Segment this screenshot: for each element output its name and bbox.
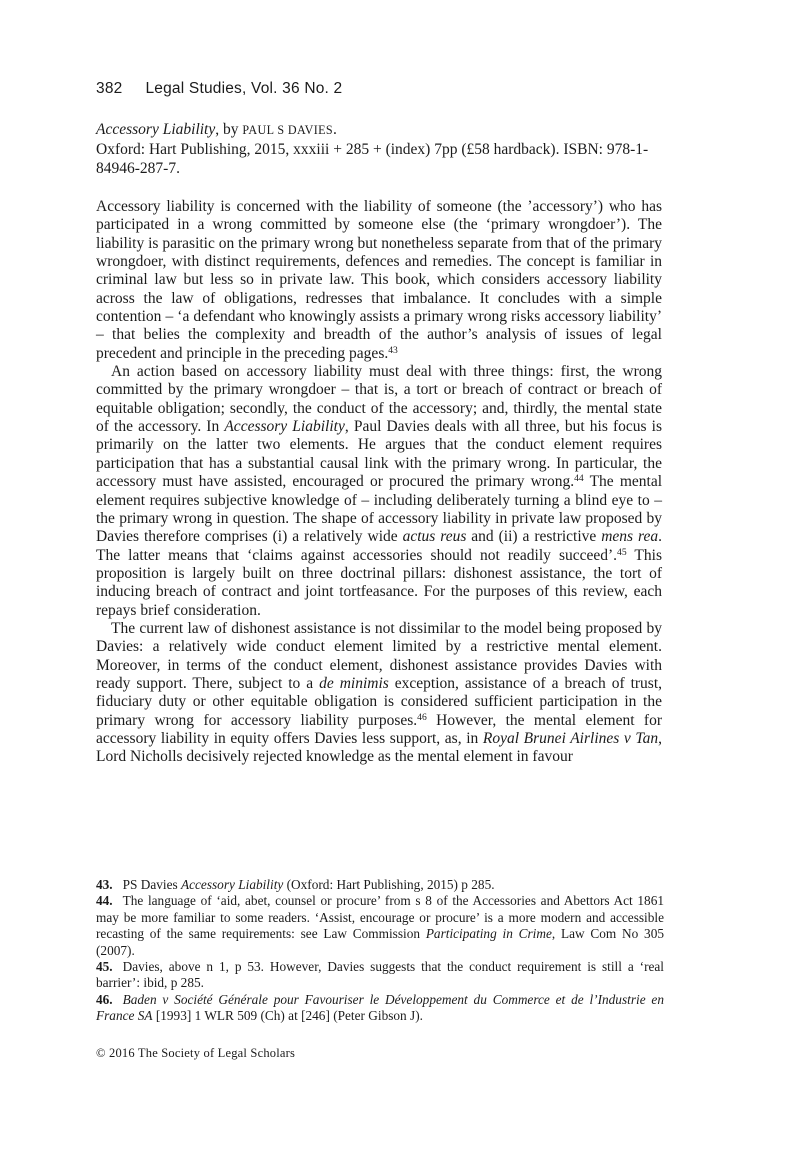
text-run: Baden v Société Générale pour Favouriser le Développement du Commerce et de l’Industrie en France SA [96, 991, 664, 1024]
book-title-block [96, 120, 662, 179]
page-number: 382 [96, 80, 123, 97]
text-run: Oxford: Hart Publishing, 2015, xxxiii + 285 + (index) 7pp (£58 hardback). ISBN: 978-1-84946-287-7. [96, 141, 649, 178]
text-run: The current law of dishonest assistance is not dissimilar to the model being proposed by Davies: a relatively wide conduct element limited by a restrictive mental element. Moreover, in terms of the conduct element, dishonest assistance provides Davies with ready support. There, subject to a [96, 619, 662, 692]
footnote-ref: 44 [574, 473, 584, 485]
text-run: and (ii) a restrictive [466, 528, 602, 546]
journal-title: Legal Studies, Vol. 36 No. 2 [145, 80, 343, 97]
copyright-footer [96, 1046, 295, 1061]
text-run: , Paul Davies deals with all three, but his focus is primarily on the latter two elements. He argues that the conduct element requires participation that has a substantial causal link with the primary wrong. In particular, the accessory must have assisted, encouraged or procured the primary wrong. [96, 418, 663, 491]
text-run: The mental element requires subjective knowledge of – including deliberately turning a blind eye to – the primary wrong in question. The shape of accessory liability in private law proposed by Davies therefore comprises (i) a relatively wide [96, 473, 663, 546]
footnote-number: 46. [96, 991, 113, 1007]
review-body [96, 198, 662, 767]
text-run: Davies, above n 1, p 53. However, Davies suggests that the conduct requirement is still a ‘real barrier’: ibid, p 285. [96, 959, 664, 991]
book-title-line [96, 120, 662, 140]
text-run: Participating in Crime [425, 926, 552, 942]
footnote-ref: 46 [417, 711, 427, 723]
text-run: (Oxford: Hart Publishing, 2015) p 285. [283, 877, 495, 892]
copyright-text: © 2016 The Society of Legal Scholars [96, 1046, 296, 1060]
footnote-ref: 45 [617, 546, 627, 558]
text-run: PAUL S DAVIES [242, 123, 334, 137]
text-run: exception, assistance of a breach of trust, fiduciary duty or other equitable obligation is considered sufficient participation in the primary wrong for accessory liability purposes. [96, 674, 663, 729]
footnote [96, 959, 664, 992]
text-run: . [333, 121, 337, 138]
running-header [96, 80, 662, 98]
body-paragraph [96, 198, 662, 363]
text-run: Accessory Liability [181, 877, 284, 892]
footnote-number: 45. [96, 959, 113, 975]
footnote-ref: 43 [388, 344, 398, 356]
imprint-line [96, 140, 662, 178]
body-paragraph [96, 363, 662, 620]
footnote [96, 877, 664, 893]
text-run: An action based on accessory liability must deal with three things: first, the wrong committed by the primary wrongdoer – that is, a tort or breach of contract or breach of equitable obligation; secondly, the conduct of the accessory; and, thirdly, the mental state of the accessory. In [96, 363, 662, 436]
text-run: Accessory liability is concerned with the liability of someone (the ’accessory’) who has participated in a wrong committed by someone else (the ‘primary wrongdoer’). The liability is parasitic on the primary wrong but nonetheless separate from that of the primary wrongdoer, with distinct requirements, defences and remedies. The concept is familiar in criminal law but less so in private law. This book, which considers accessory liability across the law of obligations, redresses that imbalance. It concludes with a simple contention – ‘a defendant who knowingly assists a primary wrong risks accessory liability’ – that belies the complexity and breadth of the author’s analysis of issues of legal precedent and principle in the preceding pages. [96, 198, 662, 362]
text-run: The language of ‘aid, abet, counsel or procure’ from s 8 of the Accessories and Abettors Act 1861 may be more familiar to some readers. ‘Assist, encourage or procure’ is a more modern and accessible recasting of the same requirements: see Law Commission [96, 893, 664, 942]
text-run: . The latter means that ‘claims against accessories should not readily succeed’. [96, 528, 662, 564]
text-run: , Lord Nicholls decisively rejected knowledge as the mental element in favour [96, 729, 663, 766]
footnote [96, 893, 664, 959]
text-run: However, the mental element for accessory liability in equity offers Davies less support, as, in [96, 711, 662, 747]
text-run: Accessory Liability [224, 418, 345, 436]
text-run: Accessory Liability [96, 121, 216, 138]
text-run: Royal Brunei Airlines v Tan [482, 729, 659, 747]
text-run: PS Davies [122, 877, 181, 892]
footnote [96, 992, 664, 1025]
footnote-number: 43. [96, 877, 113, 892]
text-run: mens rea [601, 528, 659, 546]
text-run: actus reus [402, 528, 467, 546]
text-run: [1993] 1 WLR 509 (Ch) at [246] (Peter Gibson J). [152, 1008, 423, 1024]
text-run: , Law Com No 305 (2007). [96, 926, 664, 958]
text-run: , by [215, 121, 243, 138]
body-paragraph [96, 620, 662, 767]
text-run: de minimis [319, 674, 389, 692]
footnote-number: 44. [96, 893, 113, 909]
text-run: This proposition is largely built on three doctrinal pillars: dishonest assistance, the tort of inducing breach of contract and joint tortfeasance. For the purposes of this review, each repays brief consideration. [96, 546, 662, 619]
footnotes-block [96, 877, 664, 1025]
